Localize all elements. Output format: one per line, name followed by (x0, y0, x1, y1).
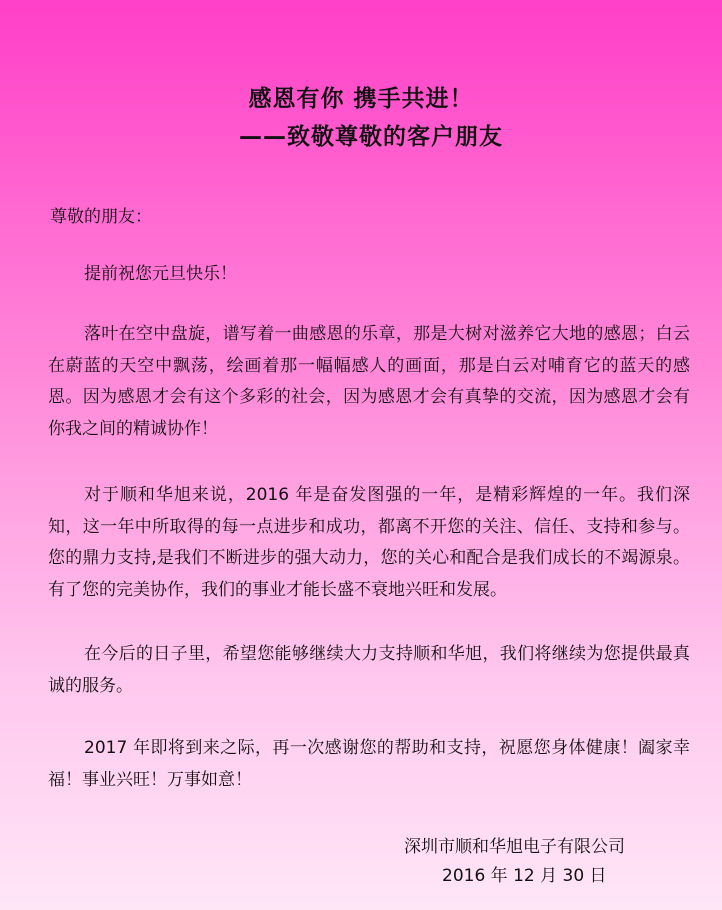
paragraph-greeting: 提前祝您元旦快乐！ (84, 264, 237, 284)
letter-date: 2016 年 12 月 30 日 (442, 866, 607, 886)
paragraph-year-review: 对于顺和华旭来说，2016 年是奋发图强的一年，是精彩辉煌的一年。我们深知，这一年中所取得的每一点进步和成功，都离不开您的关注、信任、支持和参与。您的鼎力支持,是我们不断进步的强大动力，您的关心和配合是我们成长的不竭源泉。有了您的完美协作，我们的事业才能长盛不衰地兴旺和发展。 (48, 485, 690, 600)
salutation: 尊敬的朋友： (50, 207, 152, 227)
paragraph-wishes: 2017 年即将到来之际，再一次感谢您的帮助和支持，祝愿您身体健康！阖家幸福！事业兴旺！万事如意！ (48, 738, 690, 790)
letter-subtitle: ——致敬尊敬的客户朋友 (239, 124, 503, 150)
paragraph-gratitude: 落叶在空中盘旋，谱写着一曲感恩的乐章，那是大树对滋养它大地的感恩；白云在蔚蓝的天空中飘荡，绘画着那一幅幅感人的画面，那是白云对哺育它的蓝天的感恩。因为感恩才会有这个多彩的社会，因为感恩才会有真挚的交流，因为感恩才会有你我之间的精诚协作！ (48, 324, 690, 439)
company-signature: 深圳市顺和华旭电子有限公司 (404, 837, 625, 857)
paragraph-future: 在今后的日子里，希望您能够继续大力支持顺和华旭，我们将继续为您提供最真诚的服务。 (48, 644, 690, 696)
letter-title: 感恩有你 携手共进！ (248, 86, 474, 112)
